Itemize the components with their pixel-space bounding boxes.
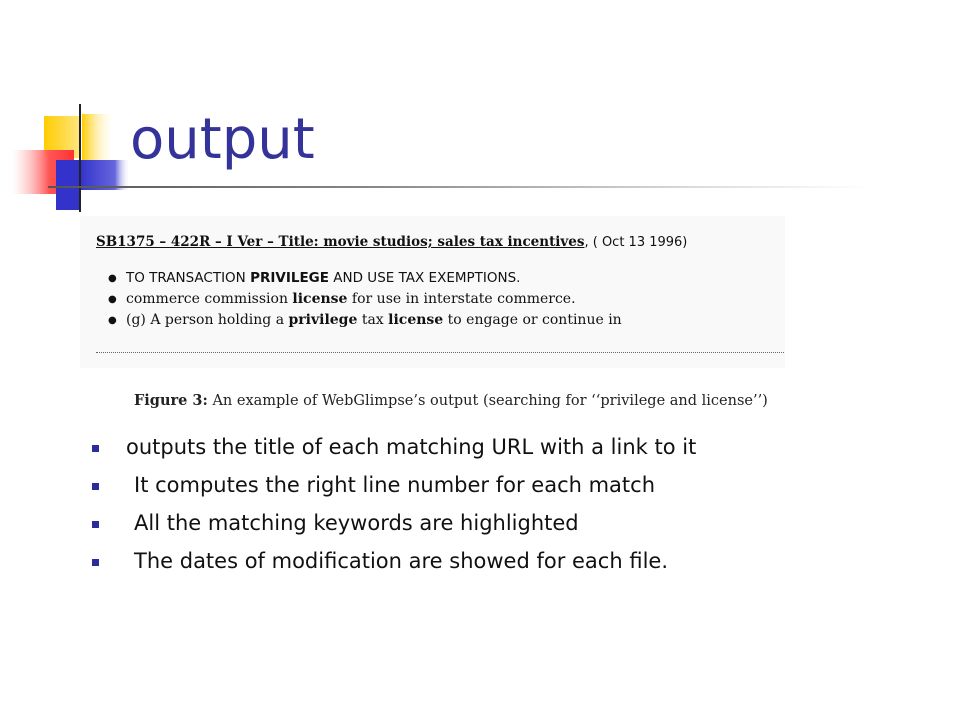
match-item	[108, 268, 622, 289]
keyword-highlight: license	[292, 291, 348, 307]
match-item	[108, 289, 622, 310]
webglimpse-output-figure	[80, 216, 785, 368]
keyword-highlight: privilege	[288, 312, 358, 328]
decorative-squares	[0, 0, 140, 230]
slide-title: output	[130, 107, 315, 172]
caption-label: Figure 3:	[134, 392, 208, 409]
bullet-text: It computes the right line number for each match	[134, 473, 656, 497]
square-bullet-icon	[92, 559, 99, 566]
keyword-highlight: PRIVILEGE	[250, 270, 329, 286]
match-list	[108, 268, 622, 331]
dotted-separator	[96, 352, 784, 353]
result-heading	[96, 234, 687, 250]
match-text: to engage or continue in	[443, 312, 622, 328]
title-underline	[48, 186, 868, 188]
match-text: AND USE TAX EXEMPTIONS.	[329, 270, 521, 286]
square-bullet-icon	[92, 521, 99, 528]
result-date: , ( Oct 13 1996)	[584, 235, 688, 250]
match-text: tax	[357, 312, 389, 328]
result-title-link[interactable]: SB1375 – 422R – I Ver – Title: movie studios; sales tax incentives	[96, 234, 585, 250]
square-bullet-icon	[92, 483, 99, 490]
bullet-text: outputs the title of each matching URL with a link to it	[126, 435, 697, 459]
square-bullet-icon	[92, 445, 99, 452]
keyword-highlight: license	[388, 312, 444, 328]
match-text: for use in interstate commerce.	[347, 291, 576, 307]
match-text: TO TRANSACTION	[126, 270, 251, 286]
match-text: commerce commission	[126, 291, 293, 307]
match-text: (g) A person holding a	[126, 312, 289, 328]
bullet-text: All the matching keywords are highlighted	[134, 511, 579, 535]
match-item	[108, 310, 622, 331]
figure-caption	[134, 392, 768, 409]
bullet-text: The dates of modification are showed for each file.	[134, 549, 668, 573]
caption-text: An example of WebGlimpse’s output (searching for ‘‘privilege and license’’)	[207, 393, 768, 409]
